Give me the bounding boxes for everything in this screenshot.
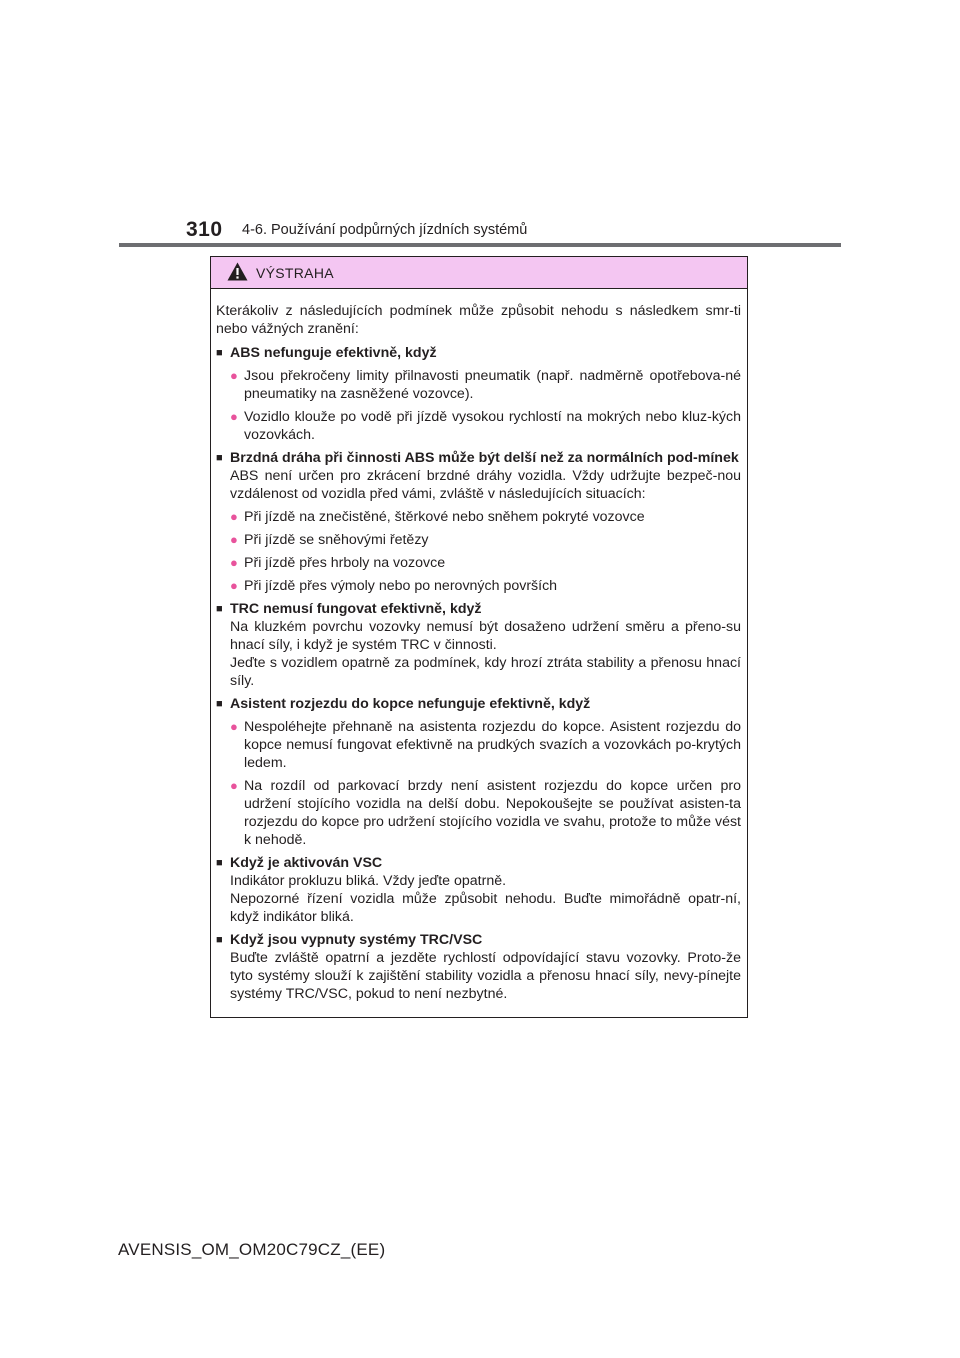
warning-item-heading <box>216 695 741 713</box>
square-bullet-icon: ■ <box>216 603 223 615</box>
bullet-text: Při jízdě se sněhovými řetězy <box>244 532 429 548</box>
warning-item <box>216 931 741 1003</box>
bullet-item <box>230 408 741 444</box>
warning-item-text: ABS není určen pro zkrácení brzdné dráhy vozidla. Vždy udržujte bezpeč-nou vzdálenost od vozidla před vámi, zvláště v následujících situacích: <box>230 468 741 502</box>
header-rule <box>119 243 841 247</box>
warning-item <box>216 854 741 926</box>
bullet-list <box>216 508 741 595</box>
square-bullet-icon: ■ <box>216 698 223 710</box>
warning-item-heading <box>216 600 741 618</box>
round-bullet-icon: ● <box>230 555 238 570</box>
round-bullet-icon: ● <box>230 532 238 547</box>
warning-item-text: Na kluzkém povrchu vozovky nemusí být dosaženo udržení směru a přeno-su hnací síly, i když je systém TRC v činnosti. <box>230 619 741 653</box>
bullet-text: Při jízdě na znečistěné, štěrkové nebo sněhem pokryté vozovce <box>244 509 645 525</box>
warning-item-title: Asistent rozjezdu do kopce nefunguje efektivně, když <box>230 696 591 712</box>
warning-item <box>216 600 741 690</box>
round-bullet-icon: ● <box>230 719 238 734</box>
warning-item-title: ABS nefunguje efektivně, když <box>230 345 437 361</box>
warning-item-heading <box>216 854 741 872</box>
warning-item <box>216 695 741 849</box>
warning-item-heading <box>216 931 741 949</box>
warning-item-heading <box>216 449 741 467</box>
bullet-list <box>216 718 741 849</box>
warning-header <box>211 257 747 289</box>
bullet-item <box>230 554 741 572</box>
round-bullet-icon: ● <box>230 578 238 593</box>
bullet-text: Vozidlo klouže po vodě při jízdě vysokou rychlostí na mokrých nebo kluz-kých vozovkách. <box>244 409 741 443</box>
bullet-item <box>230 577 741 595</box>
warning-item-title: Brzdná dráha při činnosti ABS může být delší než za normálních pod-mínek <box>230 450 739 466</box>
square-bullet-icon: ■ <box>216 452 223 464</box>
warning-item-text: Nepozorné řízení vozidla může způsobit nehodu. Buďte mimořádně opatr-ní, když indikátor bliká. <box>230 891 741 925</box>
warning-box <box>210 256 748 1018</box>
round-bullet-icon: ● <box>230 409 238 424</box>
warning-intro: Kterákoliv z následujících podmínek může způsobit nehodu s následkem smr-ti nebo vážných zranění: <box>216 303 741 337</box>
warning-item-text: Jeďte s vozidlem opatrně za podmínek, kdy hrozí ztráta stability a přenosu hnací síly. <box>230 655 741 689</box>
bullet-text: Na rozdíl od parkovací brzdy není asistent rozjezdu do kopce určen pro udržení stojícího vozidla na delší dobu. Nepokoušejte se používat asisten-ta rozjezdu do kopce pro udržení stojícího vozidla ve svahu, protože to může vést k nehodě. <box>244 778 741 848</box>
round-bullet-icon: ● <box>230 509 238 524</box>
bullet-text: Při jízdě přes hrboly na vozovce <box>244 555 446 571</box>
warning-item <box>216 449 741 595</box>
warning-item <box>216 344 741 444</box>
square-bullet-icon: ■ <box>216 857 223 869</box>
page-number: 310 <box>186 218 223 241</box>
bullet-item <box>230 367 741 403</box>
bullet-item <box>230 718 741 772</box>
round-bullet-icon: ● <box>230 778 238 793</box>
square-bullet-icon: ■ <box>216 347 223 359</box>
warning-triangle-icon <box>227 262 248 281</box>
bullet-item <box>230 508 741 526</box>
round-bullet-icon: ● <box>230 368 238 383</box>
warning-body <box>211 289 747 1017</box>
warning-title: VÝSTRAHA <box>256 265 334 281</box>
square-bullet-icon: ■ <box>216 934 223 946</box>
manual-code: AVENSIS_OM_OM20C79CZ_(EE) <box>118 1240 386 1259</box>
bullet-item <box>230 531 741 549</box>
warning-item-text: Indikátor prokluzu bliká. Vždy jeďte opatrně. <box>230 873 507 889</box>
bullet-item <box>230 777 741 849</box>
warning-item-title: Když jsou vypnuty systémy TRC/VSC <box>230 932 483 948</box>
bullet-text: Při jízdě přes výmoly nebo po nerovných površích <box>244 578 558 594</box>
bullet-list <box>216 367 741 444</box>
warning-item-title: TRC nemusí fungovat efektivně, když <box>230 601 482 617</box>
warning-item-title: Když je aktivován VSC <box>230 855 383 871</box>
section-title: 4-6. Používání podpůrných jízdních systémů <box>242 222 528 238</box>
bullet-text: Jsou překročeny limity přilnavosti pneumatik (např. nadměrně opotřebova-né pneumatiky na zasněžené vozovce). <box>244 368 741 402</box>
bullet-text: Nespoléhejte přehnaně na asistenta rozjezdu do kopce. Asistent rozjezdu do kopce nemusí fungovat efektivně na prudkých svazích a vozovkách po-krytých ledem. <box>244 719 741 771</box>
warning-items <box>216 344 741 1003</box>
warning-item-text: Buďte zvláště opatrní a jezděte rychlostí odpovídající stavu vozovky. Proto-že tyto systémy slouží k zajištění stability vozidla a přenosu hnací síly, nevy-pínejte systémy TRC/VSC, pokud to není nezbytné. <box>230 950 741 1002</box>
warning-item-heading <box>216 344 741 362</box>
